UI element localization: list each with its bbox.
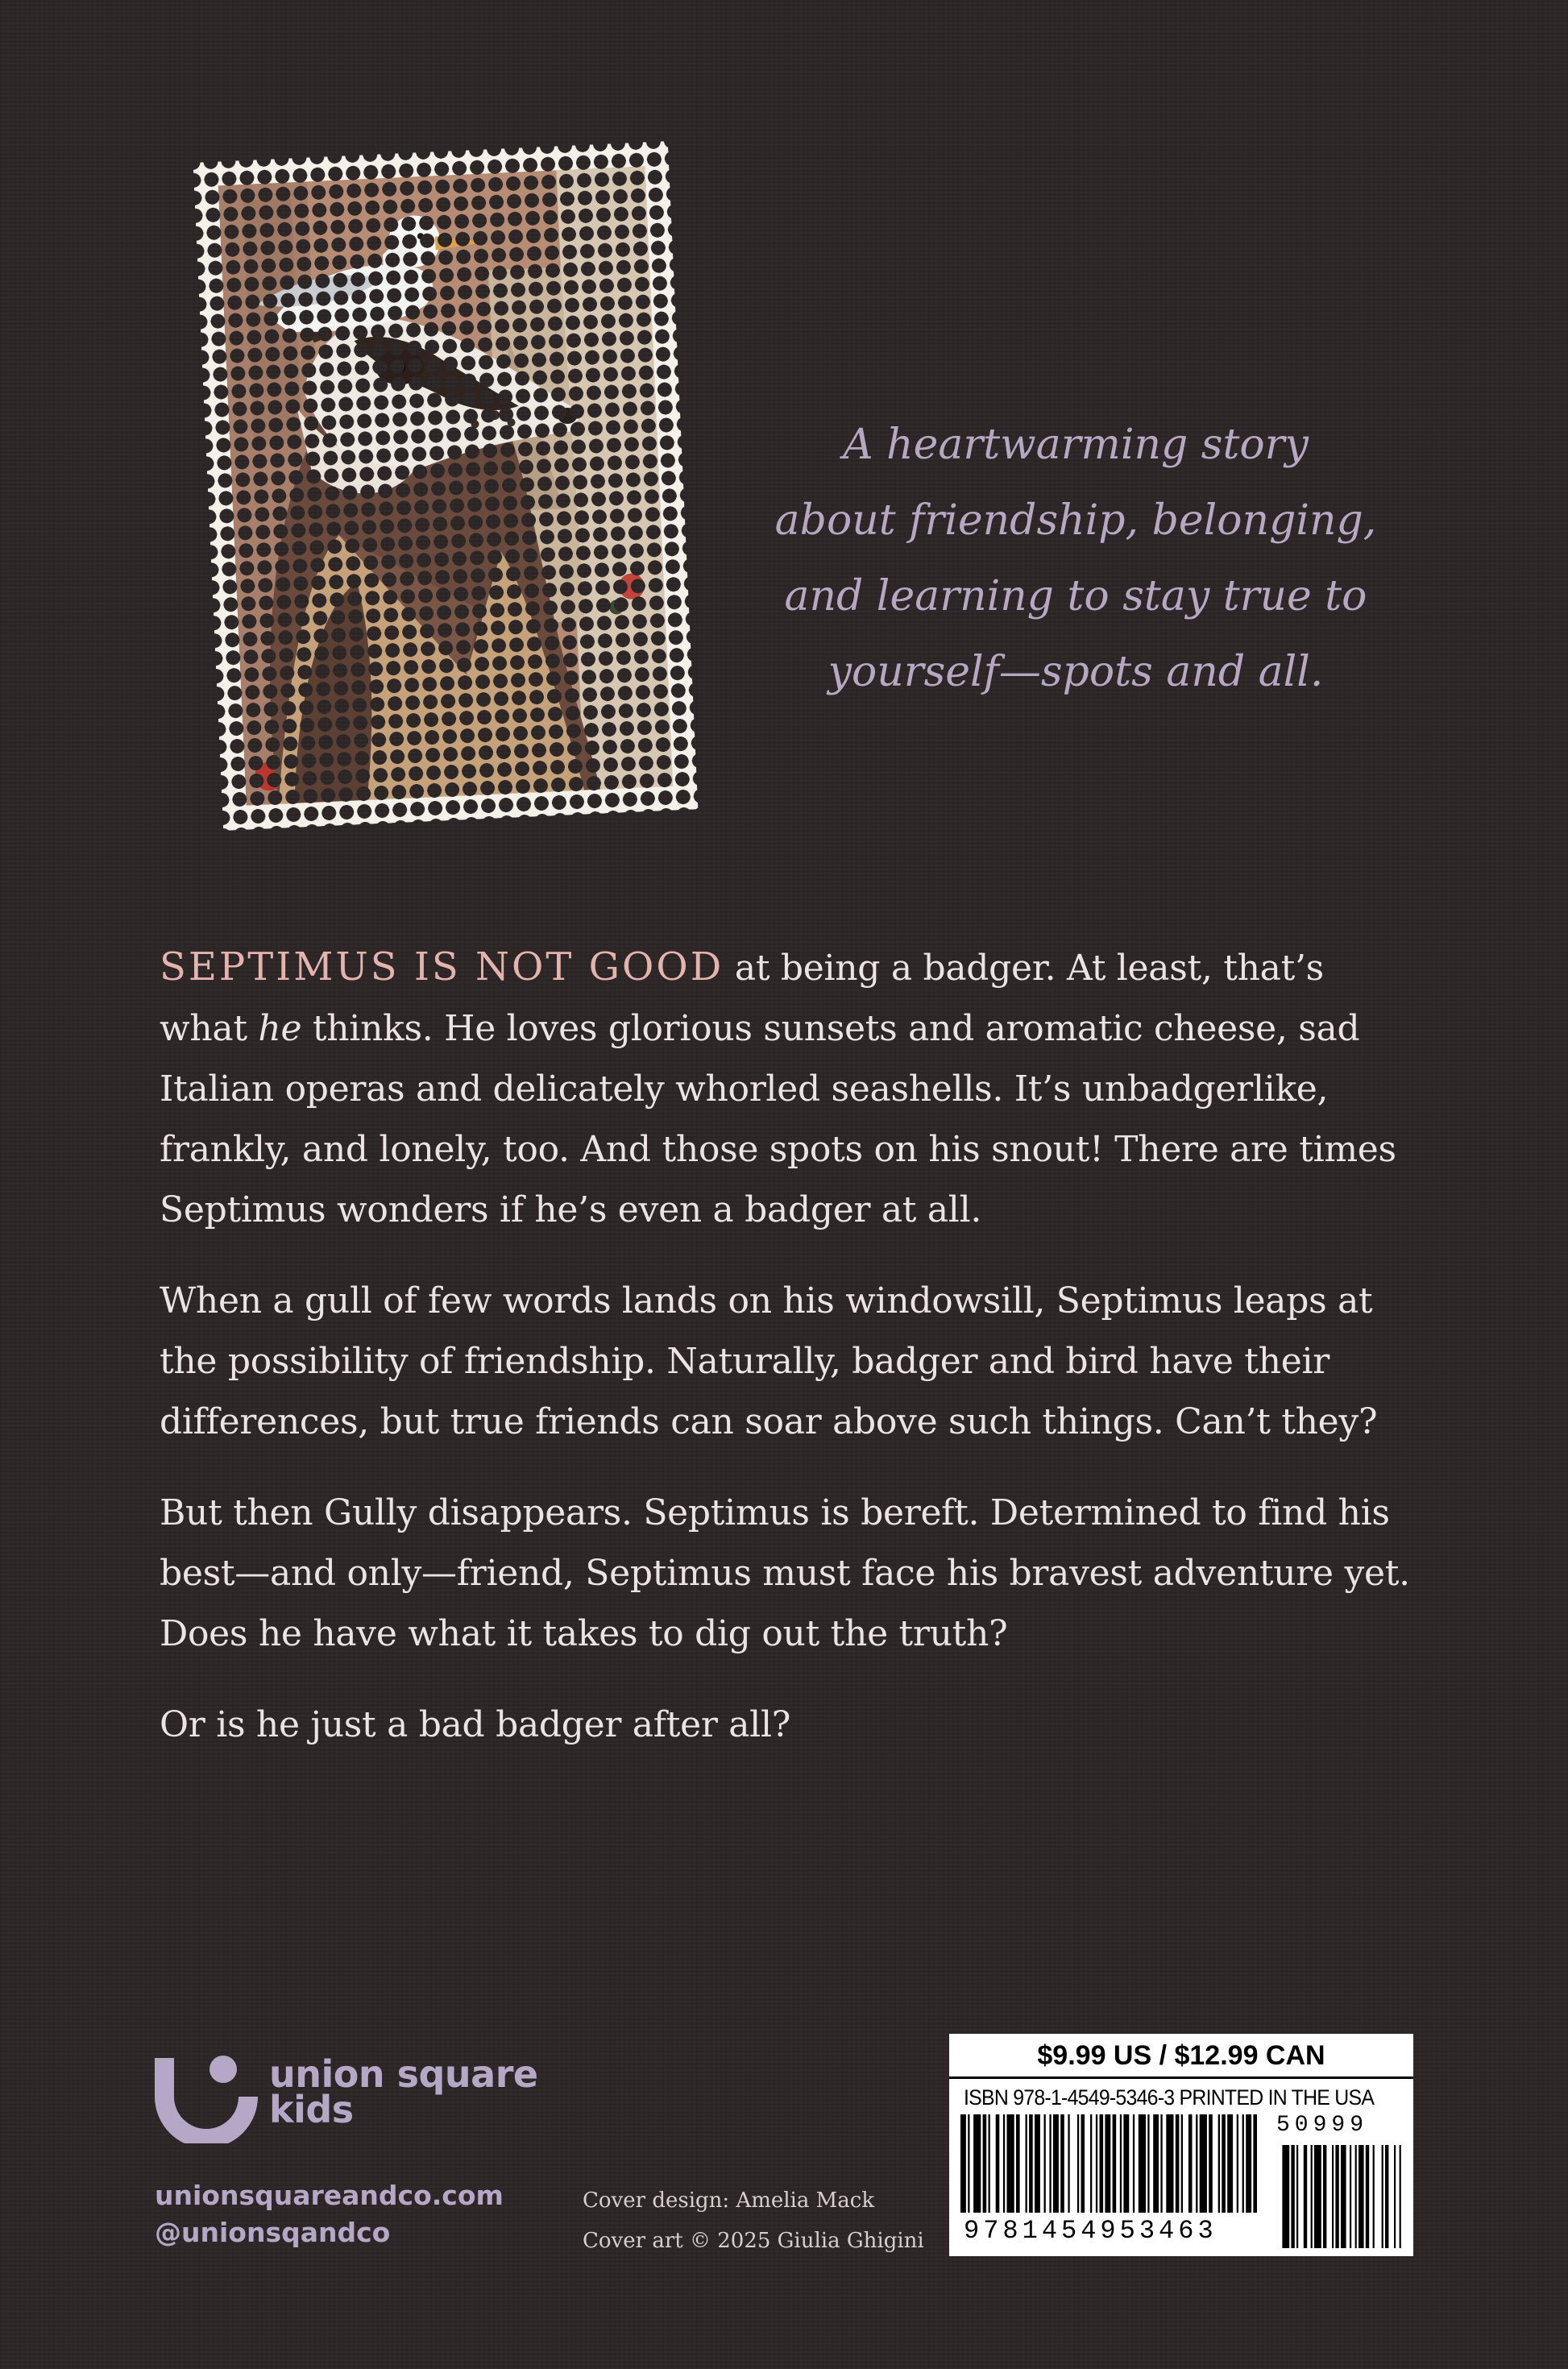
publisher-links <box>155 2177 504 2251</box>
stamp-illustration <box>193 141 698 831</box>
publisher-handle: @unionsqandco <box>155 2217 391 2248</box>
price-label: $9.99 US / $12.99 CAN <box>949 2034 1413 2079</box>
publisher-name-line-2: kids <box>269 2088 354 2131</box>
tagline <box>757 407 1394 710</box>
tagline-line-2: about friendship, belonging, <box>774 496 1377 545</box>
description-paragraph-3: But then Gully disappears. Septimus is bereft. Determined to find his best—and only—friend, Septimus must face his bravest adventure yet. Does he have what it takes to dig out the truth? <box>160 1492 1410 1654</box>
publisher-name <box>269 2052 538 2131</box>
cover-design-credit: Cover design: Amelia Mack <box>583 2189 875 2213</box>
tagline-line-3: and learning to stay true to <box>784 572 1367 620</box>
badger-gull-illustration <box>218 166 673 805</box>
isbn-label: ISBN 978-1-4549-5346-3 PRINTED IN THE USA <box>964 2085 1375 2110</box>
ean-digits: 9781454953463 <box>964 2216 1217 2246</box>
description-paragraph-1 <box>160 937 1417 1240</box>
cover-art-credit: Cover art © 2025 Giulia Ghigini <box>583 2229 924 2253</box>
barcode-box <box>949 2034 1413 2256</box>
tagline-line-1: A heartwarming story <box>843 421 1309 469</box>
publisher-name-line-1: union square <box>269 2052 538 2096</box>
cover-credits <box>583 2180 924 2261</box>
tagline-line-4: yourself—spots and all. <box>828 648 1324 696</box>
publisher-website: unionsquareandco.com <box>155 2180 504 2211</box>
illustration-svg <box>218 166 673 805</box>
book-description <box>160 937 1417 1786</box>
p1-text-a: at being a badger. At least, that’s what <box>160 948 1324 1049</box>
p1-emphasis: he <box>258 1008 302 1049</box>
lead-caps: SEPTIMUS IS NOT GOOD <box>160 944 724 990</box>
description-paragraph-2: When a gull of few words lands on his windowsill, Septimus leaps at the possibility of friendship. Naturally, badger and bird have their differences, but true friends can soar above such things. Can’t they? <box>160 1280 1378 1442</box>
description-paragraph-4: Or is he just a bad badger after all? <box>160 1704 791 1745</box>
addon-digits: 50999 <box>1276 2113 1369 2138</box>
p1-text-b: thinks. He loves glorious sunsets and aromatic cheese, sad Italian operas and delicately whorled seashells. It’s unbadgerlike, frankly, and lonely, too. And those spots on his snout! There are times Septimus wonders if he’s even a badger at all. <box>160 1008 1396 1230</box>
